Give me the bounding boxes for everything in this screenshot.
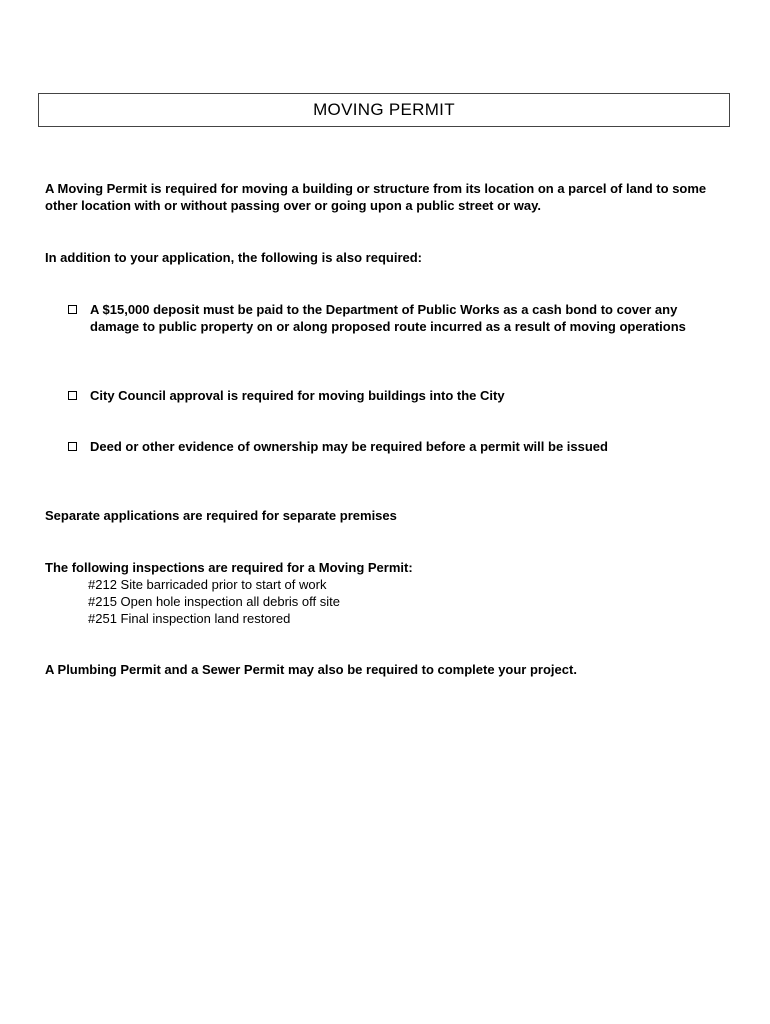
requirement-text: City Council approval is required for moving buildings into the City	[90, 388, 505, 403]
inspection-item: #251 Final inspection land restored	[88, 611, 291, 626]
requirement-item-deed	[68, 438, 728, 455]
requirement-item-deposit	[68, 301, 728, 335]
closing-note: A Plumbing Permit and a Sewer Permit may also be required to complete your project.	[45, 662, 577, 677]
separate-applications-note: Separate applications are required for separate premises	[45, 508, 397, 523]
additional-requirements-heading: In addition to your application, the following is also required:	[45, 250, 423, 265]
intro-paragraph: A Moving Permit is required for moving a building or structure from its location on a parcel of land to some other location with or without passing over or going upon a public street or way.	[45, 181, 707, 213]
checkbox-icon	[68, 305, 77, 314]
checkbox-icon	[68, 442, 77, 451]
inspections-list	[88, 576, 340, 627]
title-box	[38, 93, 730, 127]
requirement-item-council-approval	[68, 387, 728, 404]
inspections-heading: The following inspections are required for a Moving Permit:	[45, 560, 413, 575]
page-title: MOVING PERMIT	[313, 100, 455, 119]
inspection-item: #212 Site barricaded prior to start of work	[88, 577, 327, 592]
inspection-item: #215 Open hole inspection all debris off site	[88, 594, 340, 609]
requirement-text: A $15,000 deposit must be paid to the Department of Public Works as a cash bond to cover any damage to public property on or along proposed route incurred as a result of moving operations	[90, 302, 686, 334]
checkbox-icon	[68, 391, 77, 400]
requirement-text: Deed or other evidence of ownership may be required before a permit will be issued	[90, 439, 608, 454]
